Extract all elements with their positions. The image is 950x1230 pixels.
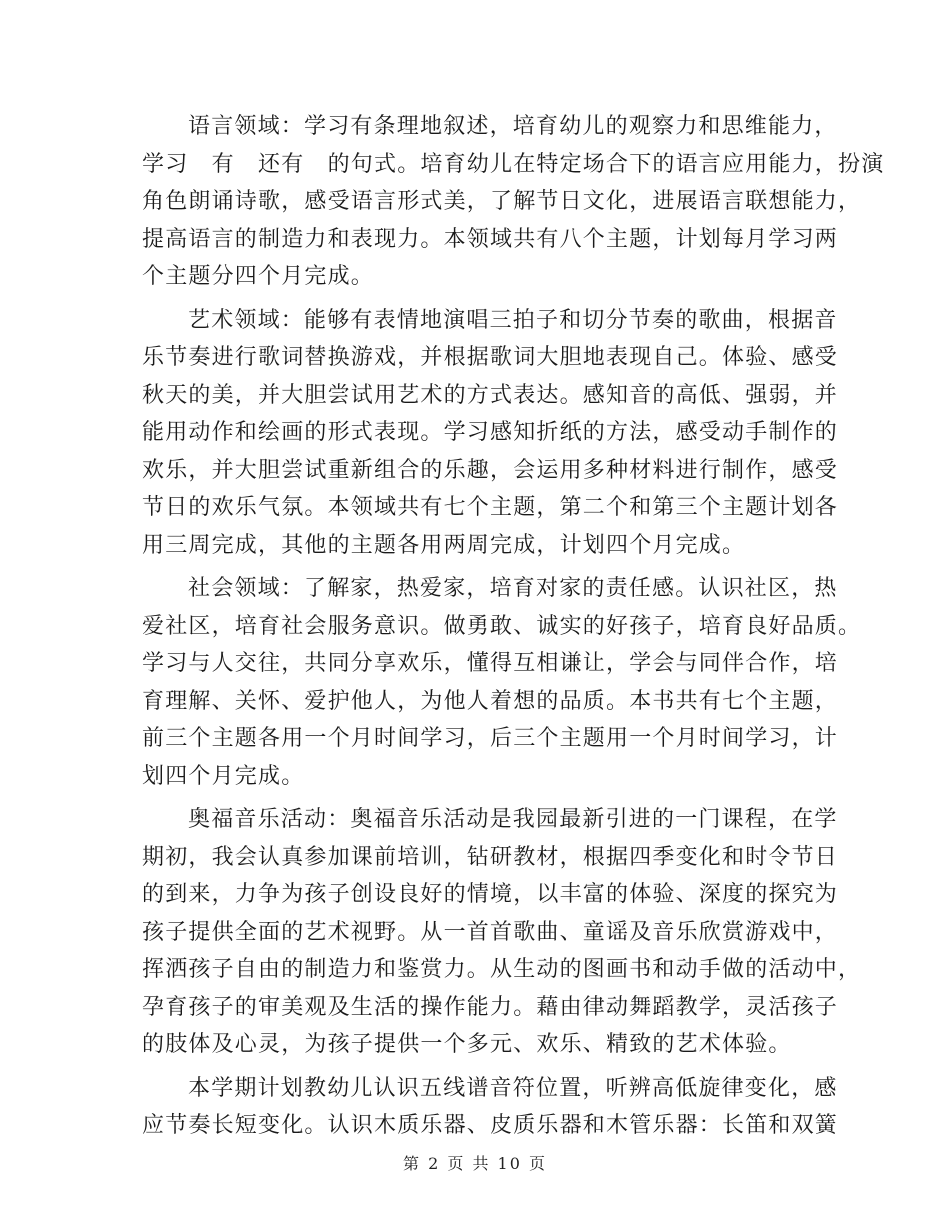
page-number-footer: 第 2 页 共 10 页 xyxy=(403,1154,547,1173)
text-line: 孕育孩子的审美观及生活的操作能力。藉由律动舞蹈教学，灵活孩子 xyxy=(142,994,839,1020)
text-line: 秋天的美，并大胆尝试用艺术的方式表达。感知音的高低、强弱，并 xyxy=(142,382,839,408)
text-line: 欢乐，并大胆尝试重新组合的乐趣，会运用多种材料进行制作，感受 xyxy=(142,457,839,483)
paragraph xyxy=(142,570,862,795)
text-line: 角色朗诵诗歌，感受语言形式美，了解节日文化，进展语言联想能力， xyxy=(142,189,862,214)
text-line: 爱社区，培育社会服务意识。做勇敢、诚实的好孩子，培育良好品质。 xyxy=(142,613,862,639)
text-line: 提高语言的制造力和表现力。本领域共有八个主题，计划每月学习两 xyxy=(142,226,839,252)
text-line: 期初，我会认真参加课前培训，钻研教材，根据四季变化和时令节日 xyxy=(142,844,839,870)
text-line: 语言领域：学习有条理地叙述，培育幼儿的观察力和思维能力， xyxy=(188,114,838,139)
text-line: 学习与人交往，共同分享欢乐，懂得互相谦让，学会与同伴合作，培 xyxy=(142,651,839,676)
text-line: 应节奏长短变化。认识木质乐器、皮质乐器和木管乐器：长笛和双簧 xyxy=(142,1113,839,1138)
text-line: 前三个主题各用一个月时间学习，后三个主题用一个月时间学习，计 xyxy=(142,726,839,751)
text-line: 划四个月完成。 xyxy=(142,763,305,789)
paragraph xyxy=(142,302,839,565)
text-line: 乐节奏进行歌词替换游戏，并根据歌词大胆地表现自己。体验、感受 xyxy=(142,345,839,370)
text-line: 挥洒孩子自由的制造力和鉴赏力。从生动的图画书和动手做的活动中， xyxy=(142,957,862,982)
document-body xyxy=(142,108,885,1151)
text-line: 能用动作和绘画的形式表现。学习感知折纸的方法，感受动手制作的 xyxy=(142,420,839,445)
text-line: 育理解、关怀、爱护他人，为他人着想的品质。本书共有七个主题， xyxy=(142,688,839,714)
paragraph xyxy=(142,801,862,1064)
text-line: 学习 有 还有 的句式。培育幼儿在特定场合下的语言应用能力，扮演 xyxy=(142,151,885,177)
text-line: 的到来，力争为孩子创设良好的情境，以丰富的体验、深度的探究为 xyxy=(142,882,839,907)
text-line: 个主题分四个月完成。 xyxy=(142,264,375,289)
text-line: 社会领域：了解家，热爱家，培育对家的责任感。认识社区，热 xyxy=(188,576,838,601)
text-line: 奥福音乐活动：奥福音乐活动是我园最新引进的一门课程，在学 xyxy=(188,807,838,832)
text-line: 用三周完成，其他的主题各用两周完成，计划四个月完成。 xyxy=(142,532,746,558)
paragraph xyxy=(142,108,885,296)
paragraph xyxy=(142,1070,839,1145)
text-line: 的肢体及心灵，为孩子提供一个多元、欢乐、精致的艺术体验。 xyxy=(142,1032,792,1057)
text-line: 孩子提供全面的艺术视野。从一首首歌曲、童谣及音乐欣赏游戏中， xyxy=(142,919,839,945)
text-line: 节日的欢乐气氛。本领域共有七个主题，第二个和第三个主题计划各 xyxy=(142,495,839,520)
text-line: 本学期计划教幼儿认识五线谱音符位置，听辨高低旋律变化，感 xyxy=(188,1075,838,1101)
text-line: 艺术领域：能够有表情地演唱三拍子和切分节奏的歌曲，根据音 xyxy=(188,307,838,333)
